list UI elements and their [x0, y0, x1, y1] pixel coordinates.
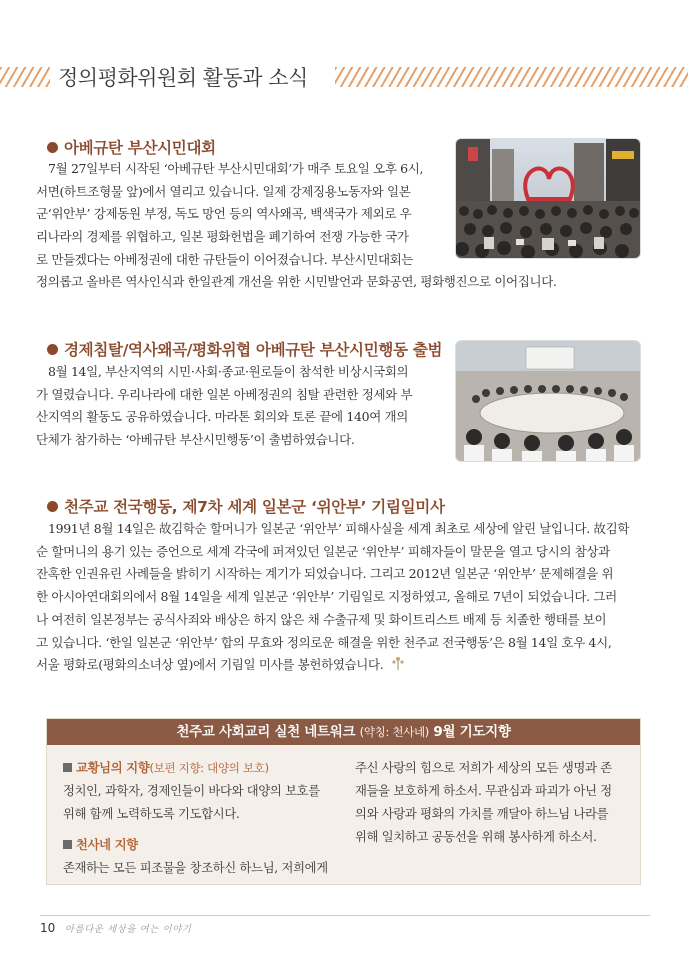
- section-1-heading: [47, 136, 216, 158]
- prayer-left-column: [63, 757, 353, 880]
- chsane-intention-line: 존재하는 모든 피조물을 창조하신 하느님, 저희에게: [63, 861, 328, 875]
- chsane-intention-heading: [63, 834, 353, 857]
- prayer-right-column: [355, 757, 635, 849]
- text-line: 정의롭고 올바른 역사인식과 한일관계 개선을 위한 시민발언과 문화공연, 평화행진으로 이어집니다.: [36, 274, 557, 289]
- flower-ornament-icon: [390, 655, 406, 671]
- pope-intention-line: 위해 함께 노력하도록 기도합시다.: [63, 807, 240, 821]
- header-decoration-left: [0, 67, 50, 87]
- meeting-photo: [455, 340, 641, 462]
- text-line: 서울 평화로(평화의소녀상 옆)에서 기림일 미사를 봉헌하였습니다.: [36, 657, 384, 673]
- text-line: 잔혹한 인권유린 사례들을 밝히기 시작하는 계기가 되었습니다. 그리고 2012년 일본군 ‘위안부’ 문제해결을 위: [36, 566, 614, 582]
- bullet-icon: [47, 142, 58, 153]
- square-bullet-icon: [63, 763, 72, 772]
- text-line: 단체가 참가하는 ‘아베규탄 부산시민행동’이 출범하였습니다.: [36, 432, 355, 448]
- section-1-body-continued: [36, 271, 656, 294]
- bullet-icon: [47, 344, 58, 355]
- text-line: 1991년 8월 14일은 故김학순 할머니가 일본군 ‘위안부’ 피해사실을 세계 최초로 세상에 알린 날입니다. 故김학: [48, 521, 630, 536]
- text-line: 순 할머니의 용기 있는 증언으로 세계 각국에 퍼져있던 일본군 ‘위안부’ 피해자들이 말문을 열고 당시의 참상과: [36, 543, 610, 559]
- text-line: 한 아시아연대회의에서 8월 14일을 세계 일본군 ‘위안부’ 기림일로 지정하였고, 올해로 7년이 되었습니다. 그러: [36, 589, 617, 605]
- section-2-title: 경제침탈/역사왜곡/평화위협 아베규탄 부산시민행동 출범: [64, 341, 443, 359]
- prayer-title: 천주교 사회교리 실천 네트워크: [176, 724, 356, 740]
- text-line: 7월 27일부터 시작된 ‘아베규탄 부산시민대회’가 매주 토요일 오후 6시,: [48, 161, 424, 176]
- text-line: 로 만들겠다는 아베정권에 대한 규탄들이 이어졌습니다. 부산시민대회는: [36, 251, 414, 267]
- page-title: 정의평화위원회 활동과 소식: [58, 66, 308, 90]
- text-line: 서면(하트조형물 앞)에서 열리고 있습니다. 일제 강제징용노동자와 일본: [36, 183, 411, 199]
- prayer-title-abbrev: (약칭: 천사네): [359, 725, 429, 739]
- section-2-heading: [47, 338, 442, 360]
- chsane-intention-line: 의와 사랑과 평화의 가치를 깨달아 하느님 나라를: [355, 807, 609, 821]
- page-number: 10: [40, 921, 56, 935]
- section-1-title: 아베규탄 부산시민대회: [64, 139, 216, 157]
- chsane-intention-line: 위해 일치하고 공동선을 위해 봉사하게 하소서.: [355, 830, 597, 844]
- text-line: 산지역의 활동도 공유하였습니다. 마라톤 회의와 토론 끝에 140여 개의: [36, 409, 408, 425]
- pope-intention-heading: [63, 757, 353, 780]
- chsane-intention-title: 천사네 지향: [76, 838, 138, 852]
- rally-photo: [455, 138, 641, 259]
- section-3-title: 천주교 전국행동, 제7차 세계 일본군 ‘위안부’ 기림일미사: [64, 498, 445, 516]
- chsane-intention-line: 주신 사랑의 힘으로 저희가 세상의 모든 생명과 존: [355, 761, 612, 775]
- text-line: 8월 14일, 부산지역의 시민·사회·종교·원로들이 참석한 비상시국회의: [48, 364, 409, 379]
- bullet-icon: [47, 501, 58, 512]
- section-3-body: [36, 518, 648, 677]
- text-line: 가 열렸습니다. 우리나라에 대한 일본 아베정권의 침탈 관련한 정세와 부: [36, 386, 413, 402]
- chsane-intention-line: 재들을 보호하게 하소서. 무관심과 파괴가 아닌 정: [355, 784, 612, 798]
- section-1-body: [36, 158, 448, 272]
- prayer-title-month: 9월 기도지향: [433, 724, 511, 740]
- text-line: 리나라의 경제를 위협하고, 일본 평화헌법을 폐기하여 전쟁 가능한 국가: [36, 229, 409, 245]
- footer-tagline: 아름다운 세상을 여는 이야기: [64, 924, 192, 935]
- pope-intention-subtitle: (보편 지향: 대양의 보호): [149, 761, 269, 775]
- prayer-box-header: [47, 719, 640, 745]
- text-line: 군‘위안부’ 강제동원 부정, 독도 망언 등의 역사왜곡, 백색국가 제외로 우: [36, 206, 412, 222]
- text-line: 나 여전히 일본정부는 공식사죄와 배상은 하지 않은 채 수출규제 및 화이트리스트 배제 등 치졸한 행태를 보이: [36, 611, 607, 627]
- section-3-heading: [47, 495, 445, 517]
- text-line-last: [36, 654, 648, 677]
- section-2-body: [36, 361, 448, 452]
- text-line: 고 있습니다. ‘한일 일본군 ‘위안부’ 합의 무효와 정의로운 해결을 위한 천주교 전국행동’은 8월 14일 호우 4시,: [36, 634, 612, 650]
- page-footer: [40, 921, 191, 935]
- pope-intention-line: 정치인, 과학자, 경제인들이 바다와 대양의 보호를: [63, 784, 320, 798]
- header-decoration-right: [335, 67, 688, 87]
- footer-divider: [40, 915, 650, 916]
- square-bullet-icon: [63, 840, 72, 849]
- prayer-intention-box: [46, 718, 641, 885]
- pope-intention-title: 교황님의 지향: [76, 761, 150, 775]
